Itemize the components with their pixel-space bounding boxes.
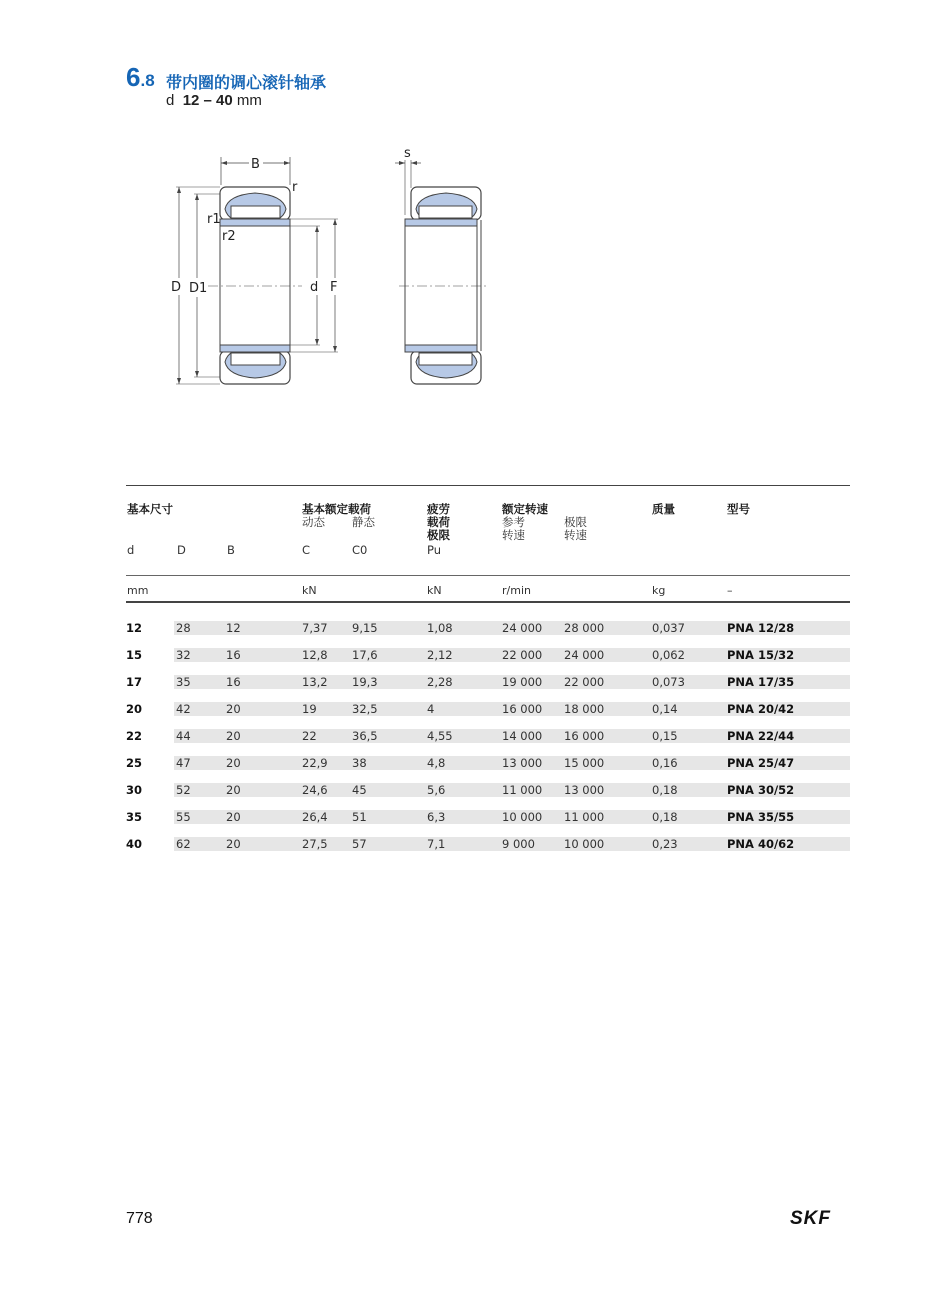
cell-ref-speed: 16 000 [502, 702, 543, 716]
symbol-Pu: Pu [427, 543, 442, 557]
label-D: D [171, 280, 182, 295]
cell-C: 19 [302, 702, 317, 716]
cell-lim-speed: 15 000 [564, 756, 605, 770]
cell-C: 27,5 [302, 837, 328, 851]
symbol-C: C [302, 543, 311, 557]
cell-lim-speed: 24 000 [564, 648, 605, 662]
cell-mass: 0,15 [652, 729, 678, 743]
cell-mass: 0,18 [652, 783, 678, 797]
cell-ref-speed: 9 000 [502, 837, 535, 851]
subtitle-unit: mm [236, 92, 262, 109]
cell-B: 20 [226, 810, 241, 824]
symbol-D: D [177, 543, 186, 557]
cell-mass: 0,23 [652, 837, 678, 851]
header-limiting-2: 转速 [564, 528, 587, 542]
cell-D: 55 [176, 810, 191, 824]
cell-C0: 51 [352, 810, 367, 824]
cell-ref-speed: 22 000 [502, 648, 543, 662]
table-row [126, 612, 850, 639]
header-reference-1: 参考 [502, 515, 525, 529]
header-load-ratings: 基本额定载荷 [302, 502, 371, 516]
cell-B: 20 [226, 756, 241, 770]
cell-lim-speed: 13 000 [564, 783, 605, 797]
cell-D: 44 [176, 729, 191, 743]
cell-C0: 32,5 [352, 702, 378, 716]
unit-fatigue: kN [427, 584, 442, 597]
cell-B: 20 [226, 702, 241, 716]
cell-lim-speed: 10 000 [564, 837, 605, 851]
cell-d: 12 [126, 621, 143, 635]
cell-Pu: 2,28 [427, 675, 453, 689]
table-top-rule [126, 485, 850, 486]
header-dynamic: 动态 [302, 515, 325, 529]
cell-d: 22 [126, 729, 143, 743]
table-row [126, 747, 850, 774]
cell-D: 52 [176, 783, 191, 797]
cell-designation: PNA 35/55 [727, 810, 795, 824]
bearing-drawing [0, 0, 950, 420]
label-s: s [404, 146, 411, 161]
cell-B: 12 [226, 621, 241, 635]
cell-ref-speed: 14 000 [502, 729, 543, 743]
cell-C0: 19,3 [352, 675, 378, 689]
cell-designation: PNA 40/62 [727, 837, 795, 851]
cell-d: 35 [126, 810, 143, 824]
cell-ref-speed: 10 000 [502, 810, 543, 824]
cell-lim-speed: 22 000 [564, 675, 605, 689]
cell-B: 20 [226, 783, 241, 797]
cell-C: 13,2 [302, 675, 328, 689]
cell-Pu: 2,12 [427, 648, 453, 662]
cell-B: 20 [226, 837, 241, 851]
section-number-sub: .8 [140, 71, 155, 90]
cell-D: 35 [176, 675, 191, 689]
header-fatigue-2: 载荷 [427, 515, 450, 529]
cell-mass: 0,18 [652, 810, 678, 824]
header-designation: 型号 [727, 502, 750, 516]
cell-d: 30 [126, 783, 143, 797]
cell-designation: PNA 30/52 [727, 783, 795, 797]
label-F: F [330, 280, 338, 295]
header-reference-2: 转速 [502, 528, 525, 542]
table-row [126, 774, 850, 801]
table-row [126, 828, 850, 855]
cell-d: 15 [126, 648, 143, 662]
label-d: d [310, 280, 319, 295]
label-r2: r2 [222, 229, 236, 244]
header-speed: 额定转速 [502, 502, 548, 516]
cell-ref-speed: 11 000 [502, 783, 543, 797]
bearing-section-left [176, 157, 338, 384]
symbol-B: B [227, 543, 235, 557]
symbol-C0: C0 [352, 543, 368, 557]
header-fatigue-3: 极限 [427, 528, 450, 542]
cell-d: 25 [126, 756, 143, 770]
cell-ref-speed: 13 000 [502, 756, 543, 770]
table-row [126, 801, 850, 828]
cell-C: 22 [302, 729, 317, 743]
cell-mass: 0,14 [652, 702, 678, 716]
cell-ref-speed: 24 000 [502, 621, 543, 635]
header-mass: 质量 [652, 502, 675, 516]
bearing-section-right [395, 160, 488, 384]
cell-d: 20 [126, 702, 143, 716]
cell-mass: 0,073 [652, 675, 685, 689]
cell-C0: 38 [352, 756, 367, 770]
table-row [126, 720, 850, 747]
cell-lim-speed: 11 000 [564, 810, 605, 824]
header-basic-dimensions: 基本尺寸 [127, 502, 173, 516]
header-fatigue-1: 疲劳 [427, 502, 450, 516]
cell-B: 16 [226, 648, 241, 662]
cell-Pu: 4,8 [427, 756, 446, 770]
cell-B: 20 [226, 729, 241, 743]
cell-C0: 45 [352, 783, 367, 797]
unit-speed: r/min [502, 584, 531, 597]
symbol-d: d [127, 543, 135, 557]
subtitle-range: 12 – 40 [182, 92, 233, 109]
cell-lim-speed: 18 000 [564, 702, 605, 716]
cell-D: 32 [176, 648, 191, 662]
unit-load: kN [302, 584, 317, 597]
cell-d: 40 [126, 837, 143, 851]
cell-designation: PNA 22/44 [727, 729, 795, 743]
cell-Pu: 6,3 [427, 810, 446, 824]
cell-Pu: 1,08 [427, 621, 453, 635]
table-row [126, 666, 850, 693]
cell-d: 17 [126, 675, 143, 689]
table-units-rule [126, 601, 850, 603]
cell-C: 24,6 [302, 783, 328, 797]
cell-lim-speed: 28 000 [564, 621, 605, 635]
cell-mass: 0,062 [652, 648, 685, 662]
brand-logo: SKF [790, 1208, 831, 1229]
cell-D: 28 [176, 621, 191, 635]
cell-designation: PNA 17/35 [727, 675, 795, 689]
cell-C0: 17,6 [352, 648, 378, 662]
cell-Pu: 7,1 [427, 837, 446, 851]
header-static: 静态 [352, 515, 375, 529]
unit-dimensions: mm [127, 584, 149, 597]
label-r: r [292, 180, 298, 195]
page-number: 778 [126, 1210, 153, 1227]
table-row [126, 693, 850, 720]
cell-C: 12,8 [302, 648, 328, 662]
cell-Pu: 4 [427, 702, 435, 716]
cell-D: 42 [176, 702, 191, 716]
cell-C: 26,4 [302, 810, 328, 824]
unit-designation: – [727, 584, 733, 597]
header-limiting-1: 极限 [564, 515, 587, 529]
cell-C0: 57 [352, 837, 367, 851]
cell-C: 22,9 [302, 756, 328, 770]
cell-designation: PNA 20/42 [727, 702, 795, 716]
cell-mass: 0,037 [652, 621, 685, 635]
cell-designation: PNA 15/32 [727, 648, 795, 662]
subtitle-prefix: d [166, 92, 175, 109]
cell-Pu: 4,55 [427, 729, 453, 743]
table-row [126, 639, 850, 666]
cell-C: 7,37 [302, 621, 328, 635]
label-r1: r1 [207, 212, 221, 227]
unit-mass: kg [652, 584, 666, 597]
cell-D: 47 [176, 756, 191, 770]
section-number-main: 6 [126, 62, 141, 92]
table-header-rule [126, 575, 850, 576]
cell-Pu: 5,6 [427, 783, 446, 797]
cell-lim-speed: 16 000 [564, 729, 605, 743]
cell-designation: PNA 25/47 [727, 756, 795, 770]
label-B: B [251, 157, 260, 172]
section-title: 带内圈的调心滚针轴承 [166, 73, 327, 92]
cell-C0: 9,15 [352, 621, 378, 635]
label-D1: D1 [189, 281, 208, 296]
cell-ref-speed: 19 000 [502, 675, 543, 689]
cell-mass: 0,16 [652, 756, 678, 770]
cell-D: 62 [176, 837, 191, 851]
cell-B: 16 [226, 675, 241, 689]
cell-designation: PNA 12/28 [727, 621, 795, 635]
cell-C0: 36,5 [352, 729, 378, 743]
